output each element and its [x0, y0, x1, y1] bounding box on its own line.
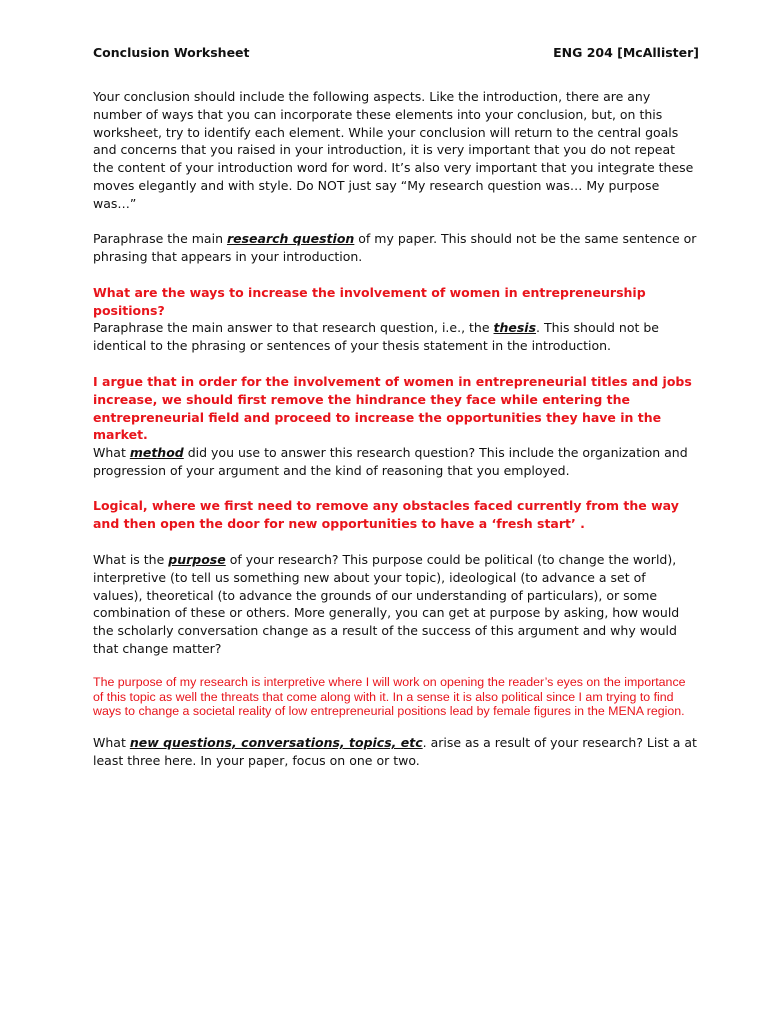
method-term: method [129, 445, 184, 460]
thesis-term: thesis [493, 320, 537, 335]
purpose-prompt: What is the purpose of your research? This purpose could be political (to change the world), interpretive (to tell us something new about your topic), ideological (to advance a set of values), theoretical (to advance the grounds of our understanding of particulars), or some combination of these or others. More generally, you can get at purpose by asking, how would the scholarly conversation change as a result of the success of this argument and why would that change matter? [93, 552, 680, 656]
course-label: ENG 204 [McAllister] [553, 45, 699, 60]
purpose-term: purpose [168, 552, 226, 567]
intro-paragraph: Your conclusion should include the following aspects. Like the introduction, there are any number of ways that you can incorporate these elements into your conclusion, but, on this worksheet, try to identify each element. While your conclusion will return to the central goals and concerns that you raised in your introduction, it is very important that you do not repeat the content of your introduction word for word. It’s also very important that you integrate these moves elegantly and with style. Do NOT just say “My research question was… My purpose was…” [93, 89, 694, 211]
worksheet-title: Conclusion Worksheet [93, 45, 250, 60]
thesis-prompt: Paraphrase the main answer to that research question, i.e., the thesis. This should not be identical to the phrasing or sentences of your thesis statement in the introduction. [93, 320, 659, 353]
thesis-answer: I argue that in order for the involvement of women in entrepreneurial titles and jobs increase, we should first remove the hindrance they face while entering the entrepreneurial field and proceed to increase the opportunities they have in the market. [93, 374, 692, 443]
method-answer: Logical, where we first need to remove any obstacles faced currently from the way and then open the door for new opportunities to have a ‘fresh start’ . [93, 498, 679, 531]
research-question-prompt: Paraphrase the main research question of my paper. This should not be the same sentence or phrasing that appears in your introduction. [93, 231, 697, 264]
page-header [93, 44, 699, 62]
purpose-answer: The purpose of my research is interpretive where I will work on opening the reader’s eyes on the importance of this topic as well the threats that come along with it. In a sense it is also political since I am trying to find ways to change a societal reality of low entrepreneurial positions lead by female figures in the MENA region. [93, 675, 686, 719]
research-question-term: research question [226, 231, 355, 246]
worksheet-page [93, 0, 699, 1024]
new-questions-term: new questions, conversations, topics, etc [129, 735, 423, 750]
method-prompt: What method did you use to answer this research question? This include the organization and progression of your argument and the kind of reasoning that you employed. [93, 445, 688, 478]
research-question-answer: What are the ways to increase the involvement of women in entrepreneurship positions? [93, 285, 646, 318]
new-questions-prompt: What new questions, conversations, topics, etc. arise as a result of your research? List a at least three here. In your paper, focus on one or two. [93, 735, 697, 768]
